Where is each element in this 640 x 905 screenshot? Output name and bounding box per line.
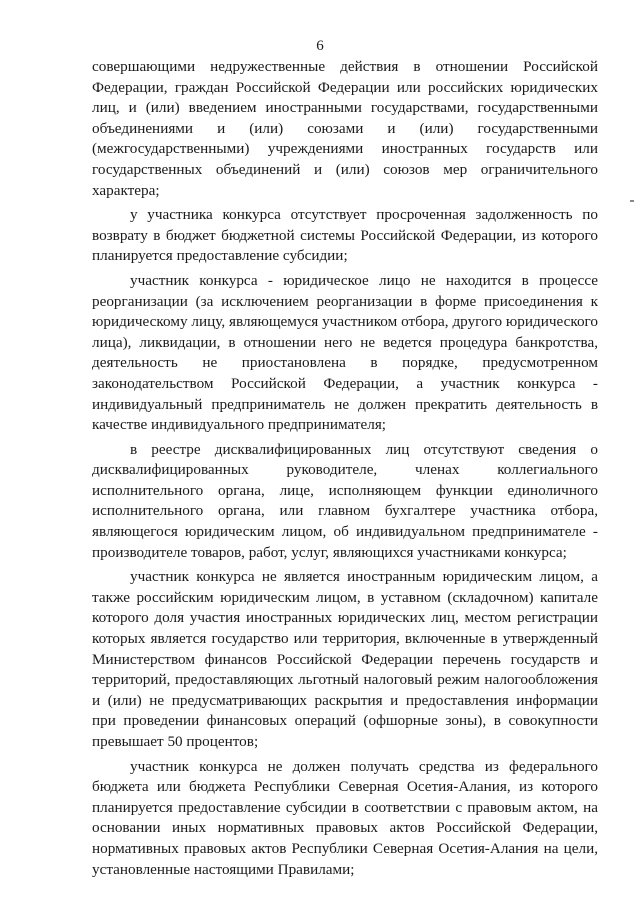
paragraph-continuation: совершающими недружественные действия в отношении Российской Федерации, граждан Российской Федерации или российских юридических лиц, и (или) введением иностранными государствами, государственными объединениями и (или) союзами и (или) государственными (межгосударственными) учреждениями иностранных государств или государственных объединений и (или) союзов мер ограничительного характера; <box>92 58 598 199</box>
page-number: 6 <box>316 38 324 54</box>
paragraph-no-other-funding: участник конкурса не должен получать средства из федерального бюджета или бюджета Республики Северная Осетия-Алания, из которого планируется предоставление субсидии в соответствии с правовым актом, на основании иных нормативных правовых актов Российской Федерации, нормативных правовых актов Республики Северная Осетия-Алания на цели, установленные настоящими Правилами; <box>92 757 598 878</box>
scan-edge-mark <box>630 200 634 202</box>
paragraph-disqualified-registry: в реестре дисквалифицированных лиц отсутствуют сведения о дисквалифицированных руководителе, членах коллегиального исполнительного органа, лице, исполняющем функции единоличного исполнительного органа, или главном бухгалтере участника отбора, являющегося юридическим лицом, об индивидуальном предпринимателе - производителе товаров, работ, услуг, являющихся участниками конкурса; <box>92 440 598 561</box>
paragraph-no-reorganization: участник конкурса - юридическое лицо не находится в процессе реорганизации (за исключением реорганизации в форме присоединения к юридическому лицу, являющемуся участником отбора, другого юридического лица), ликвидации, в отношении него не ведется процедура банкротства, деятельность не приостановлена в порядке, предусмотренном законодательством Российской Федерации, а участник конкурса - индивидуальный предприниматель не должен прекратить деятельность в качестве индивидуального предпринимателя; <box>92 271 598 434</box>
document-body <box>92 57 598 884</box>
paragraph-not-foreign-entity: участник конкурса не является иностранным юридическим лицом, а также российским юридическим лицом, в уставном (складочном) капитале которого доля участия иностранных юридических лиц, местом регистрации которых является государство или территория, включенные в утвержденный Министерством финансов Российской Федерации перечень государств и территорий, предоставляющих льготный налоговый режим налогообложения и (или) не предусматривающих раскрытия и предоставления информации при проведении финансовых операций (офшорные зоны), в совокупности превышает 50 процентов; <box>92 568 598 750</box>
paragraph-no-debt: у участника конкурса отсутствует просроченная задолженность по возврату в бюджет бюджетной системы Российской Федерации, из которого планируется предоставление субсидии; <box>92 206 598 265</box>
